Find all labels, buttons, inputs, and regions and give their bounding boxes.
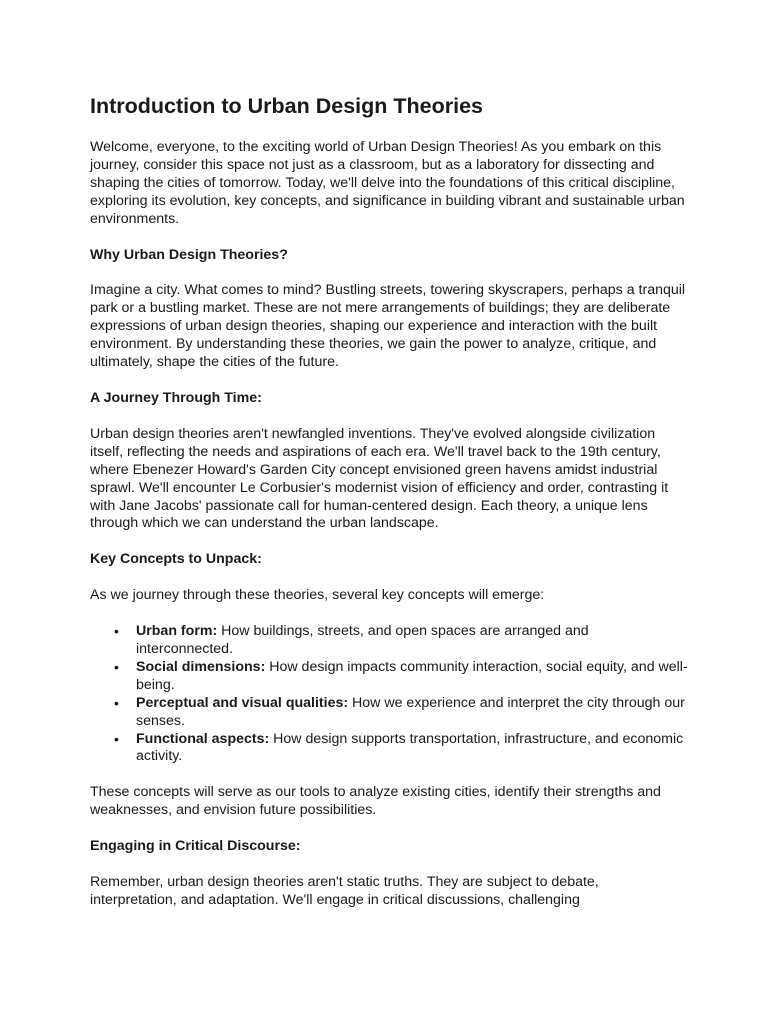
list-item [136, 623, 688, 659]
list-item-term: Functional aspects: [136, 730, 270, 747]
section-heading-journey: A Journey Through Time: [90, 389, 262, 406]
list-item [136, 695, 688, 731]
list-item-text: How design supports transportation, infrastructure, and economic activity. [136, 730, 684, 765]
list-item-term: Urban form: [136, 623, 218, 640]
key-concepts-summary: These concepts will serve as our tools to analyze existing cities, identify their strengths and weaknesses, and envision future possibilities. [90, 784, 661, 819]
section-heading-key-concepts: Key Concepts to Unpack: [90, 551, 262, 568]
list-item [136, 731, 688, 767]
document-title: Introduction to Urban Design Theories [90, 94, 483, 118]
intro-paragraph: Welcome, everyone, to the exciting world of Urban Design Theories! As you embark on this journey, consider this space not just as a classroom, but as a laboratory for dissecting and shaping the cities of tomorrow. Today, we'll delve into the foundations of this critical discipline, exploring its evolution, key concepts, and significance in building vibrant and sustainable urban environments. [90, 139, 685, 227]
section-body-why: Imagine a city. What comes to mind? Bustling streets, towering skyscrapers, perhaps a tranquil park or a bustling market. These are not mere arrangements of buildings; they are deliberate expressions of urban design theories, shaping our experience and interaction with the built environment. By understanding these theories, we gain the power to analyze, critique, and ultimately, shape the cities of the future. [90, 282, 686, 371]
section-body-key-concepts: As we journey through these theories, several key concepts will emerge: [90, 587, 545, 604]
section-heading-why: Why Urban Design Theories? [90, 246, 288, 263]
list-item-text: How design impacts community interaction, social equity, and well-being. [136, 658, 688, 693]
section-body-journey: Urban design theories aren't newfangled inventions. They've evolved alongside civilization itself, reflecting the needs and aspirations of each era. We'll travel back to the 19th century, where Ebenezer Howard's Garden City concept envisioned green havens amidst industrial sprawl. We'll encounter Le Corbusier's modernist vision of efficiency and order, contrasting it with Jane Jacobs' passionate call for human-centered design. Each theory, a unique lens through which we can understand the urban landscape. [90, 425, 669, 532]
section-heading-discourse: Engaging in Critical Discourse: [90, 838, 301, 855]
list-item-term: Perceptual and visual qualities: [136, 694, 349, 711]
section-body-discourse: Remember, urban design theories aren't static truths. They are subject to debate, interpretation, and adaptation. We'll engage in critical discussions, challenging [90, 874, 599, 908]
list-item-text: How we experience and interpret the city through our senses. [136, 694, 685, 729]
list-item [136, 659, 688, 695]
key-concepts-list [90, 623, 688, 766]
list-item-term: Social dimensions: [136, 658, 266, 675]
list-item-text: How buildings, streets, and open spaces are arranged and interconnected. [136, 623, 589, 658]
